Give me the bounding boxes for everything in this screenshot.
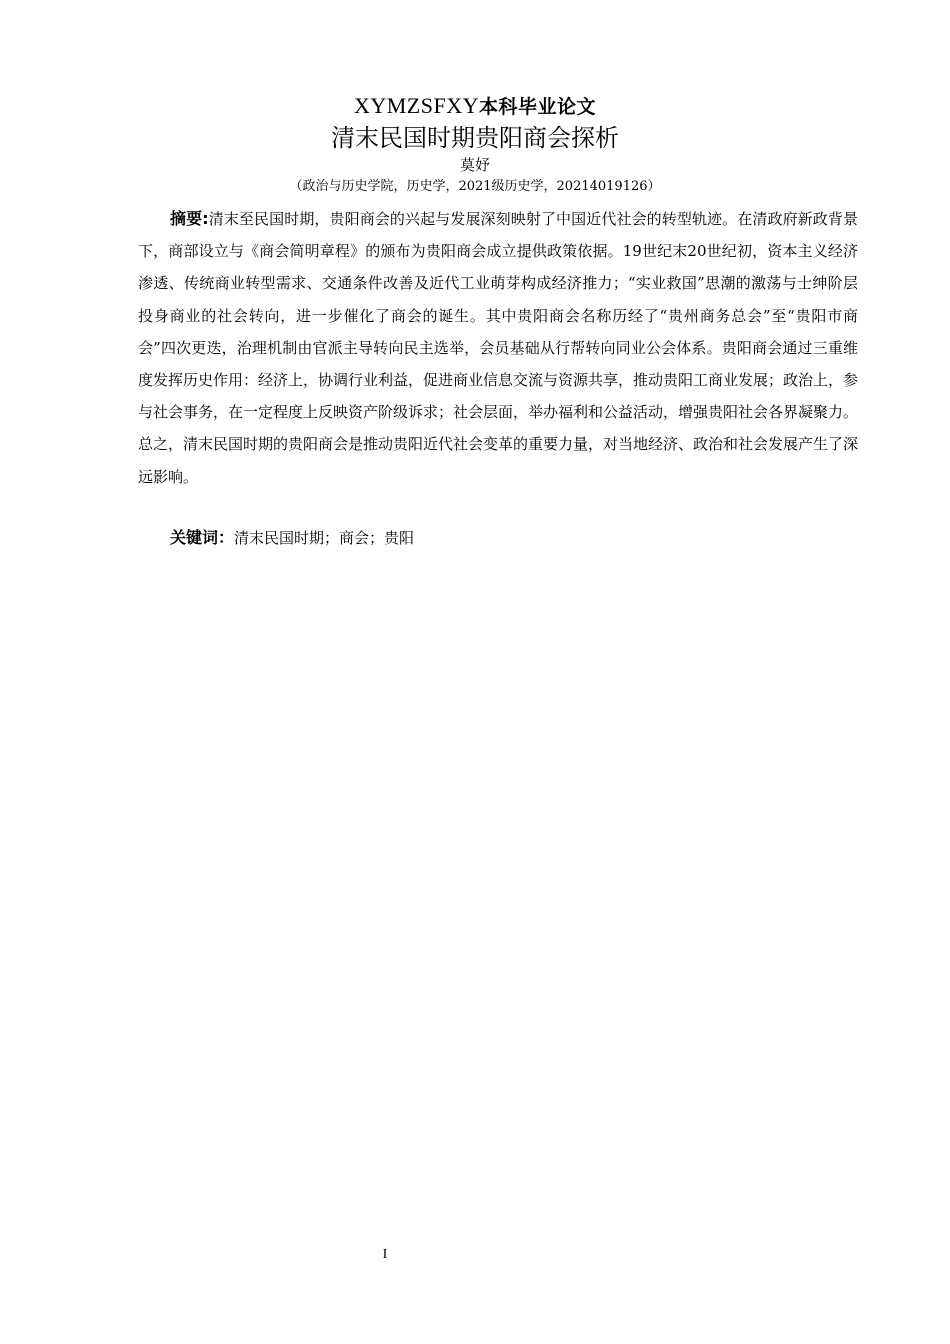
abstract-text: 清末至民国时期，贵阳商会的兴起与发展深刻映射了中国近代社会的转型轨迹。在清政府新政背景下，商部设立与《商会简明章程》的颁布为贵阳商会成立提供政策依据。19世纪末20世纪初，资本主义经济渗透、传统商业转型需求、交通条件改善及近代工业萌芽构成经济推力；“实业救国”思潮的激荡与士绅阶层投身商业的社会转向，进一步催化了商会的诞生。其中贵阳商会名称历经了“贵州商务总会”至“贵阳市商会”四次更迭，治理机制由官派主导转向民主选举，会员基础从行帮转向同业公会体系。贵阳商会通过三重维度发挥历史作用：经济上，协调行业利益，促进商业信息交流与资源共享，推动贵阳工商业发展；政治上，参与社会事务，在一定程度上反映资产阶级诉求；社会层面，举办福利和公益活动，增强贵阳社会各界凝聚力。总之，清末民国时期的贵阳商会是推动贵阳近代社会变革的重要力量，对当地经济、政治和社会发展产生了深远影响。 (138, 210, 859, 486)
abstract-paragraph (138, 203, 858, 493)
paper-author: 莫妤 (459, 156, 490, 174)
keywords-label: 关键词： (170, 528, 235, 547)
paper-title: 清末民国时期贵阳商会探析 (331, 124, 619, 152)
abstract-label: 摘要: (170, 209, 209, 228)
series-code: XYMZSFXY (353, 93, 479, 118)
keywords-text: 清末民国时期；商会；贵阳 (234, 529, 415, 547)
page-number: I (382, 1247, 388, 1262)
series-label: 本科毕业论文 (479, 96, 597, 118)
author-affiliation: （政治与历史学院，历史学，2021级历史学，20214019126） (289, 179, 661, 194)
keywords-paragraph (138, 523, 858, 553)
series-header (0, 92, 950, 121)
